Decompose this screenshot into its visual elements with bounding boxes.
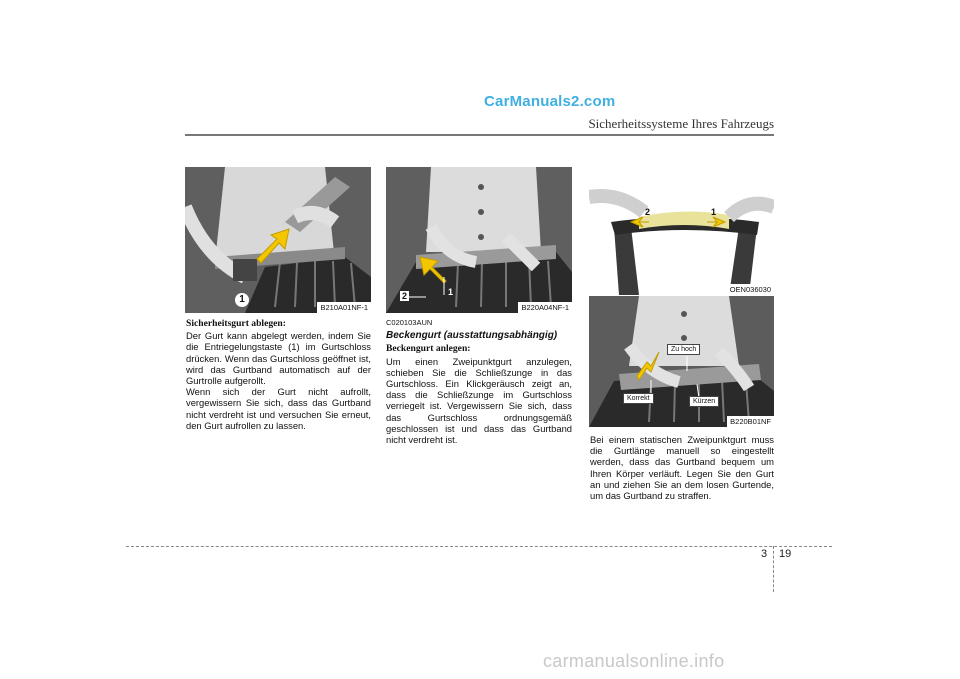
- callout-2: 2: [645, 207, 651, 217]
- column-1-text: [186, 318, 371, 431]
- figure-lap-belt-fasten-illustration: [386, 167, 572, 313]
- header-rule: [185, 134, 774, 136]
- figure-lap-belt-correct-position: [589, 296, 774, 427]
- callout-2: 2: [402, 291, 408, 301]
- figure-lap-belt-fasten: [386, 167, 572, 313]
- figure-seatbelt-release: [185, 167, 371, 313]
- heading-fasten-lap-belt: Beckengurt anlegen:: [386, 343, 471, 355]
- callout-1: 1: [711, 207, 717, 217]
- watermark-bottom[interactable]: carmanualsonline.info: [543, 651, 725, 671]
- label-correct: Korrekt: [623, 393, 654, 404]
- footer-rule: [126, 546, 832, 547]
- paragraph: Um einen Zweipunktgurt anzulegen, schieben Sie die Schließzunge in das Gurtschloss. Ein Klickgeräusch zeigt an, dass die Schließzunge im Gurtschloss verriegelt ist. Vergewissern Sie sich, dass das Gurtschloss ordnungsgemäß geschlossen ist und dass das Gurtband nicht verdreht ist.: [386, 355, 572, 446]
- watermark-top[interactable]: CarManuals2.com: [484, 93, 616, 110]
- figure-belt-adjust-buckle: [589, 167, 774, 295]
- callout-1: 1: [448, 287, 454, 297]
- lap-belt-title: Beckengurt (ausstattungsabhängig): [386, 330, 558, 342]
- figure-code: OEN036030: [727, 284, 774, 295]
- figure-code: B220A04NF-1: [518, 302, 572, 313]
- figure-code: B220B01NF: [727, 416, 774, 427]
- label-too-high: Zu hoch: [667, 344, 700, 355]
- footer-vertical-rule: [773, 546, 774, 592]
- paragraph: Bei einem statischen Zweipunktgurt muss die Gurtlänge manuell so eingestellt werden, dass das Gurtband bequem um Ihren Körper verläuft. Legen Sie den Gurt an und ziehen Sie an dem losen Gurtende, um das Gurtband zu straffen.: [590, 434, 774, 502]
- figure-seatbelt-release-illustration: [185, 167, 371, 313]
- label-shorten: Kürzen: [689, 396, 719, 407]
- figure-code: B210A01NF-1: [317, 302, 371, 313]
- section-code: C020103AUN: [386, 318, 433, 327]
- chapter-number: 3: [761, 548, 768, 560]
- paragraph: Der Gurt kann abgelegt werden, indem Sie die Entriegelungstaste (1) im Gurtschloss drücken. Wenn das Gurtschloss geöffnet ist, wird das Gurtband automatisch auf der Gurtrolle aufgerollt.: [186, 330, 371, 387]
- page-number: 19: [779, 548, 792, 560]
- figure-lap-belt-position-illustration: [589, 296, 774, 427]
- column-3-text: [590, 434, 774, 501]
- callout-1: 1: [235, 293, 249, 307]
- section-title: Sicherheitssysteme Ihres Fahrzeugs: [588, 116, 774, 131]
- heading-release-belt: Sicherheitsgurt ablegen:: [186, 318, 286, 329]
- paragraph: Wenn sich der Gurt nicht aufrollt, vergewissern Sie sich, dass das Gurtband nicht verdreht ist und versuchen Sie erneut, den Gurt aufrollen zu lassen.: [186, 386, 371, 431]
- figure-belt-adjust-buckle-illustration: [589, 167, 774, 295]
- column-2-text: [386, 317, 572, 445]
